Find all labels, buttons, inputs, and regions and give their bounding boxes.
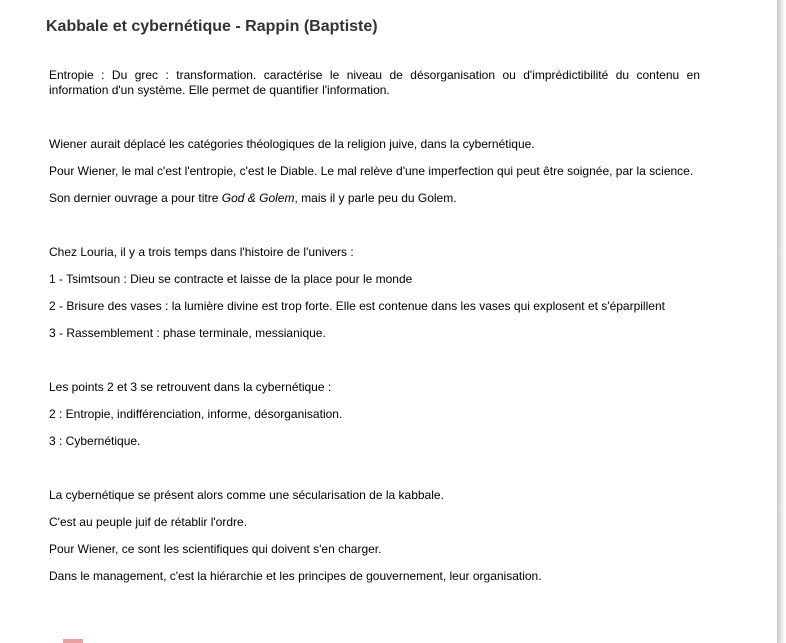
paragraph-entropie: Entropie : Du grec : transformation. caractérise le niveau de désorganisation ou d'imprédictibilité du contenu en information d'un système. Elle permet de quantifier l'information.: [49, 68, 700, 97]
bottom-marker: [63, 639, 83, 643]
book-title-god-golem: God & Golem: [221, 191, 295, 205]
paragraph-dernier-ouvrage: [49, 191, 700, 206]
paragraph-secularisation: La cybernétique se présent alors comme une sécularisation de la kabbale.: [49, 488, 444, 502]
paragraph-wiener-mal: Pour Wiener, le mal c'est l'entropie, c'est le Diable. Le mal relève d'une imperfection qui peut être soignée, par la science.: [49, 164, 694, 178]
list-item-brisure: 2 - Brisure des vases : la lumière divine est trop forte. Elle est contenue dans les vases qui explosent et s'éparpillent: [49, 299, 665, 313]
paragraph-louria: Chez Louria, il y a trois temps dans l'histoire de l'univers :: [49, 245, 354, 259]
document-body: [49, 68, 700, 584]
ouvrage-text-before: Son dernier ouvrage a pour titre: [49, 191, 222, 205]
paragraph-scientifiques: Pour Wiener, ce sont les scientifiques qui doivent s'en charger.: [49, 542, 382, 556]
page-edge-shadow: [777, 0, 786, 643]
paragraph-peuple-juif: C'est au peuple juif de rétablir l'ordre.: [49, 515, 248, 529]
list-item-tsimtsoun: 1 - Tsimtsoun : Dieu se contracte et laisse de la place pour le monde: [49, 272, 413, 286]
list-item-entropie: 2 : Entropie, indifférenciation, informe, désorganisation.: [49, 407, 343, 421]
list-item-rassemblement: 3 - Rassemblement : phase terminale, messianique.: [49, 326, 326, 340]
ouvrage-text-after: , mais il y parle peu du Golem.: [294, 191, 457, 205]
paragraph-management: Dans le management, c'est la hiérarchie et les principes de gouvernement, leur organisation.: [49, 569, 542, 583]
list-item-cybernetique: 3 : Cybernétique.: [49, 434, 141, 448]
paragraph-points: Les points 2 et 3 se retrouvent dans la cybernétique :: [49, 380, 332, 394]
paragraph-wiener-categories: Wiener aurait déplacé les catégories théologiques de la religion juive, dans la cybernétique.: [49, 137, 535, 151]
page-title: Kabbale et cybernétique - Rappin (Baptiste): [46, 18, 378, 35]
